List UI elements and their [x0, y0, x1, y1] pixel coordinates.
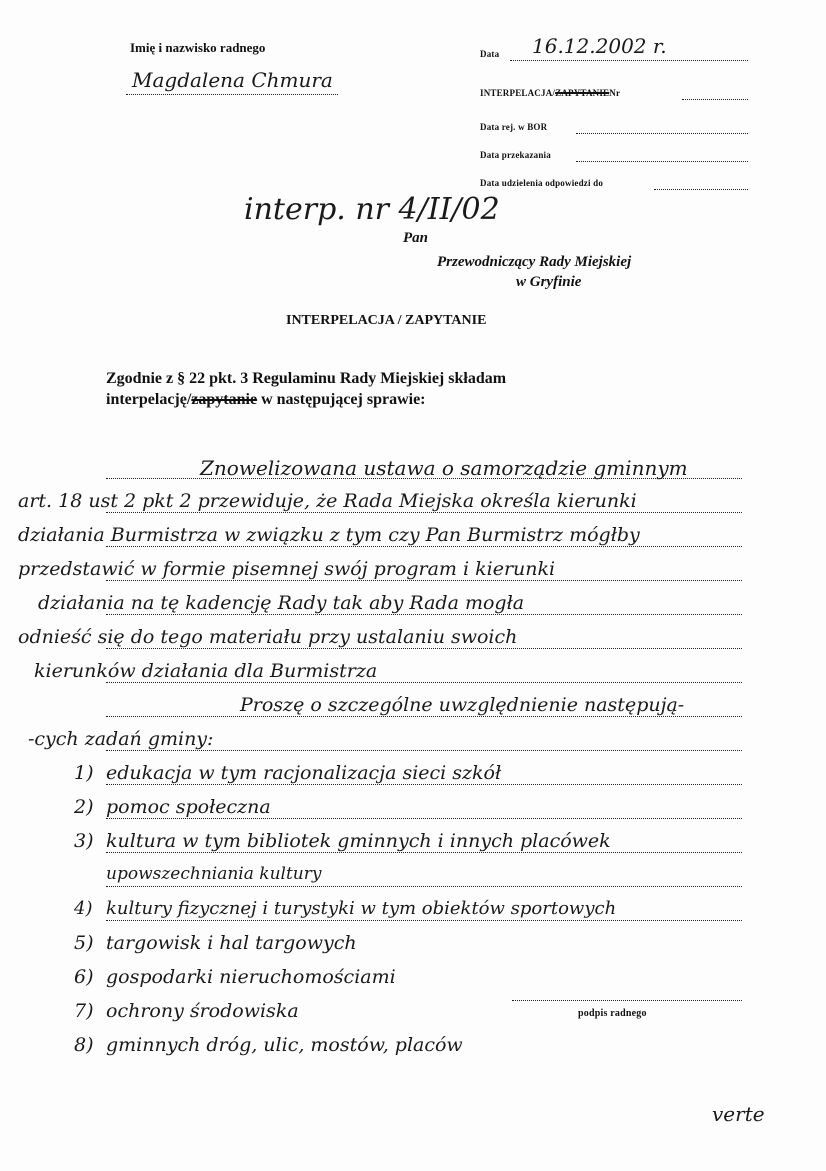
rule-line — [106, 818, 742, 819]
rule-line — [106, 512, 742, 513]
date-dotted-line — [510, 60, 748, 61]
rule-line — [106, 750, 742, 751]
rule-line — [106, 648, 742, 649]
interp-number-dotted-line — [682, 99, 748, 100]
list-item — [74, 1000, 299, 1022]
body-line: -cych zadań gminy: — [28, 728, 214, 750]
bor-label: Data rej. w BOR — [480, 122, 548, 132]
list-item-text: pomoc społeczna — [106, 796, 271, 818]
list-item-text: gospodarki nieruchomościami — [106, 966, 396, 988]
odpowiedzi-label: Data udzielenia odpowiedzi do — [480, 178, 604, 188]
list-item — [74, 932, 357, 954]
document-title: INTERPELACJA / ZAPYTANIE — [286, 313, 487, 328]
list-item-text: ochrony środowiska — [106, 1000, 299, 1022]
name-dotted-line — [126, 94, 338, 95]
intro-prefix: interpelację/ — [106, 391, 192, 408]
addressee-title: Przewodniczący Rady Miejskiej — [437, 254, 632, 270]
list-item — [74, 830, 611, 852]
addressee-pan: Pan — [403, 230, 429, 246]
handwritten-interp-note: interp. nr 4/II/02 — [244, 192, 500, 227]
list-item-text: gminnych dróg, ulic, mostów, placów — [106, 1034, 463, 1056]
list-item-text: targowisk i hal targowych — [106, 932, 357, 954]
rule-line — [106, 546, 742, 547]
intro-line-1: Zgodnie z § 22 pkt. 3 Regulaminu Rady Miejskiej składam — [106, 370, 507, 387]
przekazania-dotted-line — [576, 161, 748, 162]
body-line: działania na tę kadencję Rady tak aby Rada mogła — [38, 592, 525, 614]
body-line: Proszę o szczególne uwzględnienie następują- — [240, 694, 685, 716]
list-item — [74, 762, 501, 784]
list-item-text: edukacja w tym racjonalizacja sieci szkół — [106, 762, 502, 784]
rule-line — [106, 614, 742, 615]
addressee-city: w Gryfinie — [516, 274, 582, 290]
list-item-text: kultura w tym bibliotek gminnych i innych placówek — [106, 830, 611, 852]
list-item-number: 4) — [74, 898, 93, 919]
list-item-number: 8) — [74, 1034, 94, 1056]
list-item-number: 2) — [74, 796, 94, 818]
list-item-text: kultury fizycznej i turystyki w tym obiektów sportowych — [106, 898, 617, 919]
intro-suffix: w następującej sprawie: — [257, 391, 426, 408]
list-item — [74, 796, 271, 818]
list-item-number: 7) — [74, 1000, 94, 1022]
list-item — [74, 1034, 463, 1056]
rule-line — [106, 886, 742, 887]
verte-note: verte — [712, 1102, 765, 1126]
intro-line-2 — [106, 391, 426, 409]
interp-label-prefix: INTERPELACJA/ — [480, 88, 556, 98]
body-line: przedstawić w formie pisemnej swój program i kierunki — [18, 558, 556, 580]
list-item — [74, 898, 616, 919]
list-item — [74, 864, 321, 884]
przekazania-label: Data przekazania — [480, 150, 551, 160]
rule-line — [106, 852, 742, 853]
list-item-number: 3) — [74, 830, 94, 852]
odpowiedzi-dotted-line — [654, 189, 748, 190]
body-line: art. 18 ust 2 pkt 2 przewiduje, że Rada Miejska określa kierunki — [18, 490, 637, 512]
interp-label-struck: ZAPYTANIE — [555, 88, 610, 98]
list-item-number: 5) — [74, 932, 94, 954]
body-line: kierunków działania dla Burmistrza — [34, 660, 378, 682]
list-item-number: 6) — [74, 966, 94, 988]
intro-struck: zapytanie — [191, 391, 258, 408]
bor-dotted-line — [576, 133, 748, 134]
rule-line — [106, 716, 742, 717]
body-line: Znowelizowana ustawa o samorządzie gminnym — [200, 456, 688, 480]
signature-dotted-line — [512, 1000, 742, 1001]
body-line: odnieść się do tego materiału przy ustalaniu swoich — [18, 626, 518, 648]
rule-line — [106, 682, 742, 683]
rule-line — [106, 920, 742, 921]
signature-label: podpis radnego — [578, 1008, 647, 1019]
interp-label-suffix: Nr — [609, 88, 621, 98]
list-item — [74, 966, 396, 988]
name-value: Magdalena Chmura — [132, 68, 333, 92]
body-line: działania Burmistrza w związku z tym czy Pan Burmistrz mógłby — [18, 524, 640, 546]
date-value: 16.12.2002 r. — [532, 34, 667, 58]
rule-line — [106, 784, 742, 785]
list-item-number: 1) — [74, 762, 94, 784]
list-item-text: upowszechniania kultury — [106, 864, 322, 884]
date-label: Data — [480, 49, 500, 59]
interp-number-label — [480, 88, 620, 98]
name-label: Imię i nazwisko radnego — [130, 40, 266, 55]
rule-line — [106, 580, 742, 581]
